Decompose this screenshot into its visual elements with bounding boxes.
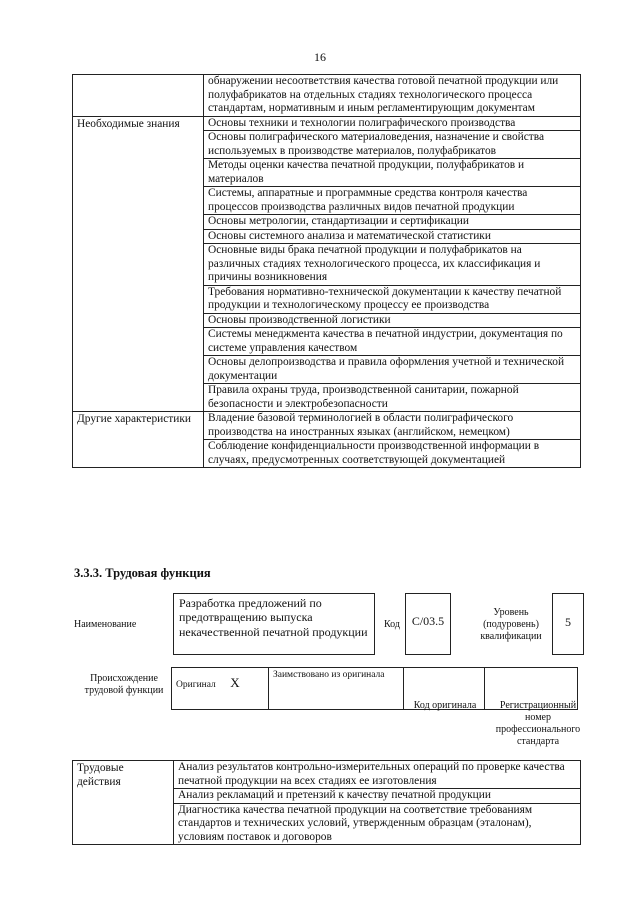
table-cell: Анализ результатов контрольно-измерительных операций по проверке качества печатной продукции на всех стадиях ее изготовления: [174, 761, 581, 789]
level-label: Уровень (подуровень) квалификации: [480, 607, 542, 642]
page-number: 16: [314, 50, 326, 64]
table-cell: Диагностика качества печатной продукции на соответствие требованиям стандартов и технических условий, утвержденным образцам (эталонам), условиям поставок и договоров: [174, 803, 581, 845]
table-cell: Соблюдение конфиденциальности производственной информации в случаях, предусмотренных соответствующей документацией: [204, 440, 581, 468]
table-row: [73, 116, 581, 131]
table-cell: Основы метрологии, стандартизации и сертификации: [204, 215, 581, 230]
table-cell: Анализ рекламаций и претензий к качеству печатной продукции: [174, 789, 581, 804]
table-cell: Основы производственной логистики: [204, 313, 581, 328]
function-code-box: C/03.5: [405, 593, 451, 655]
table-row: [73, 75, 581, 117]
origin-label: Происхождение трудовой функции: [84, 673, 164, 696]
level-box: 5: [552, 593, 584, 655]
section-heading: 3.3.3. Трудовая функция: [74, 566, 211, 580]
table-cell: Основы системного анализа и математической статистики: [204, 229, 581, 244]
actions-table: [72, 760, 581, 845]
name-label: Наименование: [74, 619, 137, 630]
table-cell: Системы менеджмента качества в печатной индустрии, документация по системе управления качеством: [204, 328, 581, 356]
code-original-caption: Код оригинала: [413, 700, 477, 711]
row-label-knowledge: Необходимые знания: [73, 116, 204, 412]
table-row: [73, 761, 581, 789]
row-label-other: Другие характеристики: [73, 412, 204, 468]
table-cell: Правила охраны труда, производственной санитарии, пожарной безопасности и электробезопасности: [204, 384, 581, 412]
original-cell: [172, 668, 269, 710]
table-cell: Основные виды брака печатной продукции и полуфабрикатов на различных стадиях технологического процесса, их классификация и причины возникновения: [204, 244, 581, 286]
table-cell: Основы полиграфического материаловедения, назначение и свойства используемых в производстве материалов, полуфабрикатов: [204, 131, 581, 159]
table-cell: Методы оценки качества печатной продукции, полуфабрикатов и материалов: [204, 159, 581, 187]
reg-number-caption: Регистрационный номер профессионального стандарта: [495, 700, 581, 747]
original-mark: X: [230, 675, 240, 690]
table-cell: обнаружении несоответствия качества готовой печатной продукции или полуфабрикатов на отдельных стадиях технологического процесса стандартам, нормативным и иным регламентирующим документам: [204, 75, 581, 117]
code-label: Код: [384, 619, 400, 630]
function-name-box: Разработка предложений по предотвращению выпуска некачественной печатной продукции: [173, 593, 375, 655]
table-cell: Основы делопроизводства и правила оформления учетной и технической документации: [204, 356, 581, 384]
row-label: [73, 75, 204, 117]
table-cell: Требования нормативно-технической документации к качеству печатной продукции и технологическому процессу ее производства: [204, 285, 581, 313]
row-label-actions: Трудовые действия: [73, 761, 174, 845]
table-cell: Системы, аппаратные и программные средства контроля качества процессов производства различных видов печатной продукции: [204, 187, 581, 215]
table-cell: Основы техники и технологии полиграфического производства: [204, 116, 581, 131]
requirements-table: [72, 74, 581, 468]
borrowed-cell: Заимствовано из оригинала: [269, 668, 404, 710]
table-cell: Владение базовой терминологией в области полиграфического производства на иностранных языках (английском, немецком): [204, 412, 581, 440]
original-label: Оригинал: [176, 680, 216, 690]
table-row: [73, 412, 581, 440]
